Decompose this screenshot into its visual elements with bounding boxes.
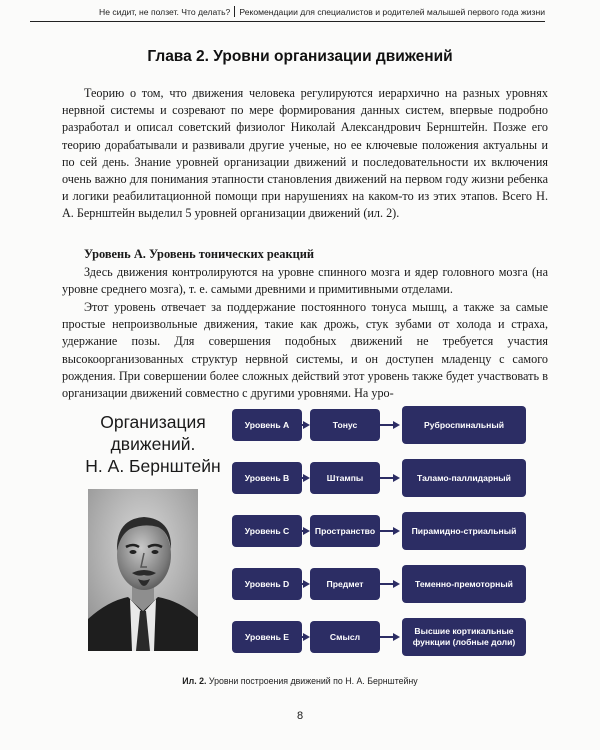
portrait-photo-icon: [88, 489, 198, 651]
arrow-right-icon: [393, 633, 400, 641]
header-book-title: Не сидит, не ползет. Что делать?: [98, 7, 231, 17]
section-heading-level-a: Уровень А. Уровень тонических реакций: [84, 247, 315, 261]
level-box: Уровень C: [232, 515, 302, 547]
caption-label: Ил. 2.: [182, 676, 207, 686]
arrow-function-to-structure-line: [380, 424, 394, 426]
chapter-title: Глава 2. Уровни организации движений: [147, 48, 453, 65]
figure-title-line-1: Организация: [100, 412, 206, 432]
arrow-right-icon: [393, 421, 400, 429]
structure-box: Пирамидно-стриальный: [402, 512, 526, 550]
function-box: Штампы: [310, 462, 380, 494]
function-box: Тонус: [310, 409, 380, 441]
caption-text: Уровни построения движений по Н. А. Бернштейну: [208, 676, 418, 686]
header-separator: [234, 6, 235, 17]
arrow-right-icon: [393, 527, 400, 535]
arrow-right-icon: [303, 580, 310, 588]
figure-title-line-3: Н. А. Бернштейн: [85, 456, 221, 476]
figure-title-line-2: движений.: [110, 434, 196, 454]
arrow-right-icon: [393, 474, 400, 482]
running-header: [30, 4, 545, 22]
arrow-function-to-structure-line: [380, 477, 394, 479]
arrow-right-icon: [303, 474, 310, 482]
level-box: Уровень A: [232, 409, 302, 441]
arrow-right-icon: [303, 527, 310, 535]
function-box: Смысл: [310, 621, 380, 653]
function-box: Пространство: [310, 515, 380, 547]
level-box: Уровень D: [232, 568, 302, 600]
level-a-paragraph-1: Здесь движения контролируются на уровне спинного мозга и ядер головного мозга (на уровне среднего мозга), т. е. самыми древними и примитивными отделами.: [62, 265, 548, 297]
structure-box: Высшие кортикальные функции (лобные доли): [402, 618, 526, 656]
figure-title: [78, 411, 228, 477]
level-box: Уровень B: [232, 462, 302, 494]
structure-box: Теменно-премоторный: [402, 565, 526, 603]
arrow-function-to-structure-line: [380, 530, 394, 532]
bernstein-portrait: [88, 489, 198, 651]
figure-caption: [0, 676, 600, 686]
arrow-function-to-structure-line: [380, 636, 394, 638]
page-number: 8: [296, 710, 304, 722]
structure-box: Таламо-паллидарный: [402, 459, 526, 497]
level-a-paragraph-2: Этот уровень отвечает за поддержание постоянного тонуса мышц, а также за самые простые непроизвольные движения, такие как дрожь, стук зубами от холода и страха, удержание позы. Для совершения подобных движений не требуется участия высокоорганизованных структур нервной системы, и он доступен младенцу с самого рождения. При совершении более сложных действий этот уровень также будет участвовать в организации движений совместно с другими уровнями. На уро-: [62, 300, 548, 401]
arrow-right-icon: [393, 580, 400, 588]
structure-box: Руброспинальный: [402, 406, 526, 444]
header-book-subtitle: Рекомендации для специалистов и родителей малышей первого года жизни: [239, 7, 545, 17]
intro-paragraph: Теорию о том, что движения человека регулируются иерархично на разных уровнях нервной системы и созревают по мере формирования данных систем, впервые подробно разработал и описал советский физиолог Николай Александрович Бернштейн. Позже его теорию дорабатывали и развивали другие ученые, но ее ключевые положения актуальны и по сей день. Знание уровней организации движений и последовательности их включения очень важно для понимания этапности становления движений на первом году жизни ребенка и логики реабилитационной помощи при нарушениях на каком-то из этих этапов. Всего Н. А. Бернштейн выделил 5 уровней организации движений (ил. 2).: [62, 86, 548, 221]
arrow-right-icon: [303, 421, 310, 429]
level-box: Уровень E: [232, 621, 302, 653]
function-box: Предмет: [310, 568, 380, 600]
arrow-function-to-structure-line: [380, 583, 394, 585]
arrow-right-icon: [303, 633, 310, 641]
